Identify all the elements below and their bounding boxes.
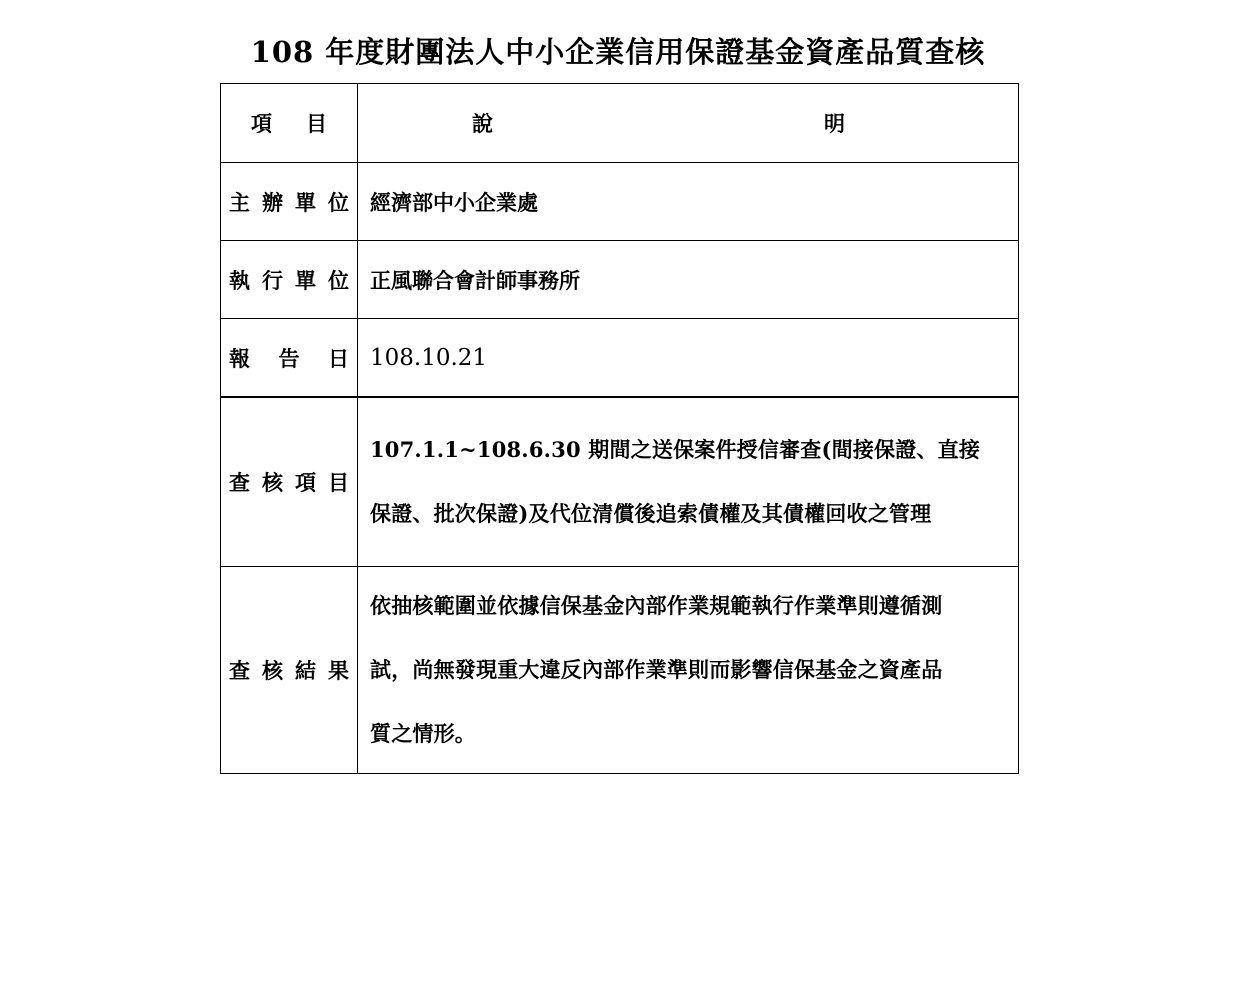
- label-char: 核: [262, 658, 283, 683]
- table-header-row: [221, 84, 1019, 163]
- label-char: 查: [229, 658, 250, 683]
- audit-items-line: 保證、批次保證)及代位清償後追索債權及其債權回收之管理: [370, 501, 932, 526]
- table-row: [221, 567, 1019, 774]
- row-label-audit-items: [221, 397, 358, 567]
- audit-results-line: 試，尚無發現重大違反內部作業準則而影響信保基金之資產品: [370, 657, 943, 682]
- label-char: 執: [229, 267, 250, 293]
- report-date-text: 108.10.21: [370, 344, 488, 371]
- header-item-cell: [221, 84, 358, 163]
- audit-items-line: 107.1.1~108.6.30 期間之送保案件授信審查(間接保證、直接: [370, 437, 981, 462]
- header-item-char: 項: [251, 111, 272, 136]
- label-char: 告: [278, 345, 300, 371]
- label-char: 核: [262, 470, 283, 495]
- row-value-audit-results: [358, 567, 1019, 774]
- label-char: 報: [229, 345, 250, 371]
- label-char: 行: [262, 267, 283, 293]
- label-char: 辦: [262, 189, 283, 215]
- header-description-cell: [358, 84, 1019, 163]
- label-char: 位: [328, 267, 349, 293]
- label-char: 項: [295, 470, 316, 495]
- audit-summary-table: [220, 83, 1019, 774]
- row-value-organizer: 經濟部中小企業處: [358, 163, 1019, 241]
- row-label-audit-results: [221, 567, 358, 774]
- row-label-organizer: [221, 163, 358, 241]
- label-char: 主: [229, 189, 250, 215]
- row-label-executor: [221, 241, 358, 319]
- header-desc-left: 說: [472, 111, 493, 136]
- table-row: [221, 319, 1019, 398]
- header-desc-right: 明: [824, 111, 845, 136]
- label-char: 結: [295, 658, 316, 683]
- audit-results-line: 質之情形。: [370, 721, 476, 746]
- label-char: 查: [229, 470, 250, 495]
- label-char: 目: [328, 470, 349, 495]
- audit-results-line: 依抽核範圍並依據信保基金內部作業規範執行作業準則遵循測: [370, 593, 943, 618]
- row-label-report-date: [221, 319, 358, 398]
- label-char: 果: [328, 658, 349, 683]
- table-row: [221, 163, 1019, 241]
- label-char: 單: [295, 189, 316, 215]
- row-value-executor: 正風聯合會計師事務所: [358, 241, 1019, 319]
- row-value-audit-items: [358, 397, 1019, 567]
- header-item-char: 目: [306, 111, 327, 136]
- document-title: 108 年度財團法人中小企業信用保證基金資產品質查核: [250, 35, 986, 69]
- table-row: [221, 241, 1019, 319]
- table-row: [221, 397, 1019, 567]
- label-char: 日: [328, 345, 349, 371]
- row-value-report-date: [358, 319, 1019, 398]
- label-char: 單: [295, 267, 316, 293]
- label-char: 位: [328, 189, 349, 215]
